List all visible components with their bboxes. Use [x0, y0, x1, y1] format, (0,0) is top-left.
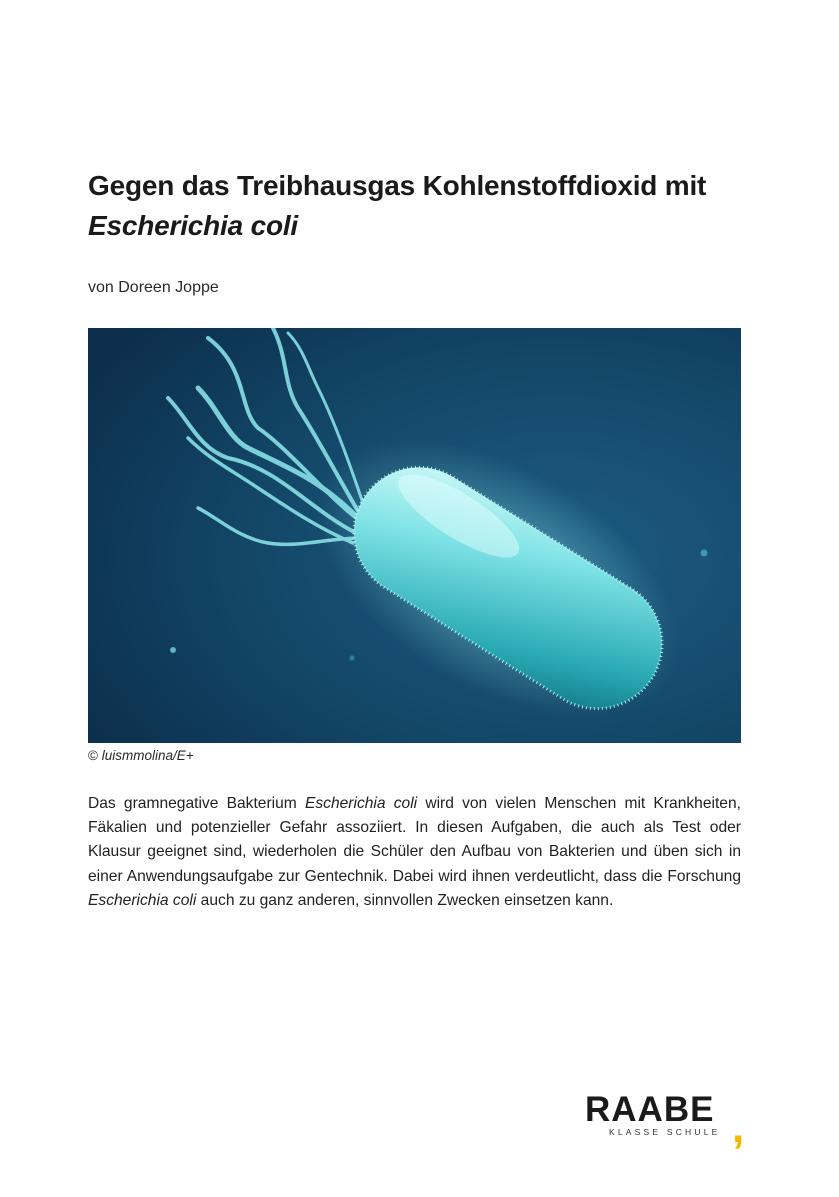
species-name-2: Escherichia coli — [88, 891, 197, 909]
image-credit — [88, 748, 194, 763]
paragraph-part-2: wird von vielen Menschen mit Krankheiten, Fäkalien und potenzieller Gefahr assoziiert. In diesen Aufgaben, die auch als Test oder Klausur geeignet sind, wiederholen die Schüler den Aufbau von Bakterien und üben sich in einer Anwendungsaufgabe zur Gentechnik. Dabei wird ihnen verdeutlicht, dass die Forschung — [88, 795, 741, 885]
credit-source: luismmolina/E+ — [101, 748, 194, 763]
author-line: von Doreen Joppe — [88, 279, 219, 296]
title-line-1: Gegen das Treibhausgas Kohlenstoffdioxid mit — [88, 170, 707, 201]
bacterium-photo — [88, 328, 741, 743]
paragraph-part-1: Das gramnegative Bakterium — [88, 795, 305, 812]
title-line-2: Escherichia coli — [88, 210, 299, 241]
paragraph-part-3: auch zu ganz anderen, sinnvollen Zwecken einsetzen kann. — [196, 891, 614, 909]
logo-wordmark: RAABE — [585, 1090, 715, 1129]
logo-tagline: KLASSE SCHULE — [609, 1127, 721, 1137]
species-name-1: Escherichia coli — [304, 795, 418, 812]
copyright-symbol: © — [88, 748, 98, 763]
raabe-logo — [585, 1090, 745, 1152]
intro-paragraph — [88, 792, 741, 913]
document-title — [88, 166, 768, 246]
logo-comma: , — [732, 1103, 745, 1152]
